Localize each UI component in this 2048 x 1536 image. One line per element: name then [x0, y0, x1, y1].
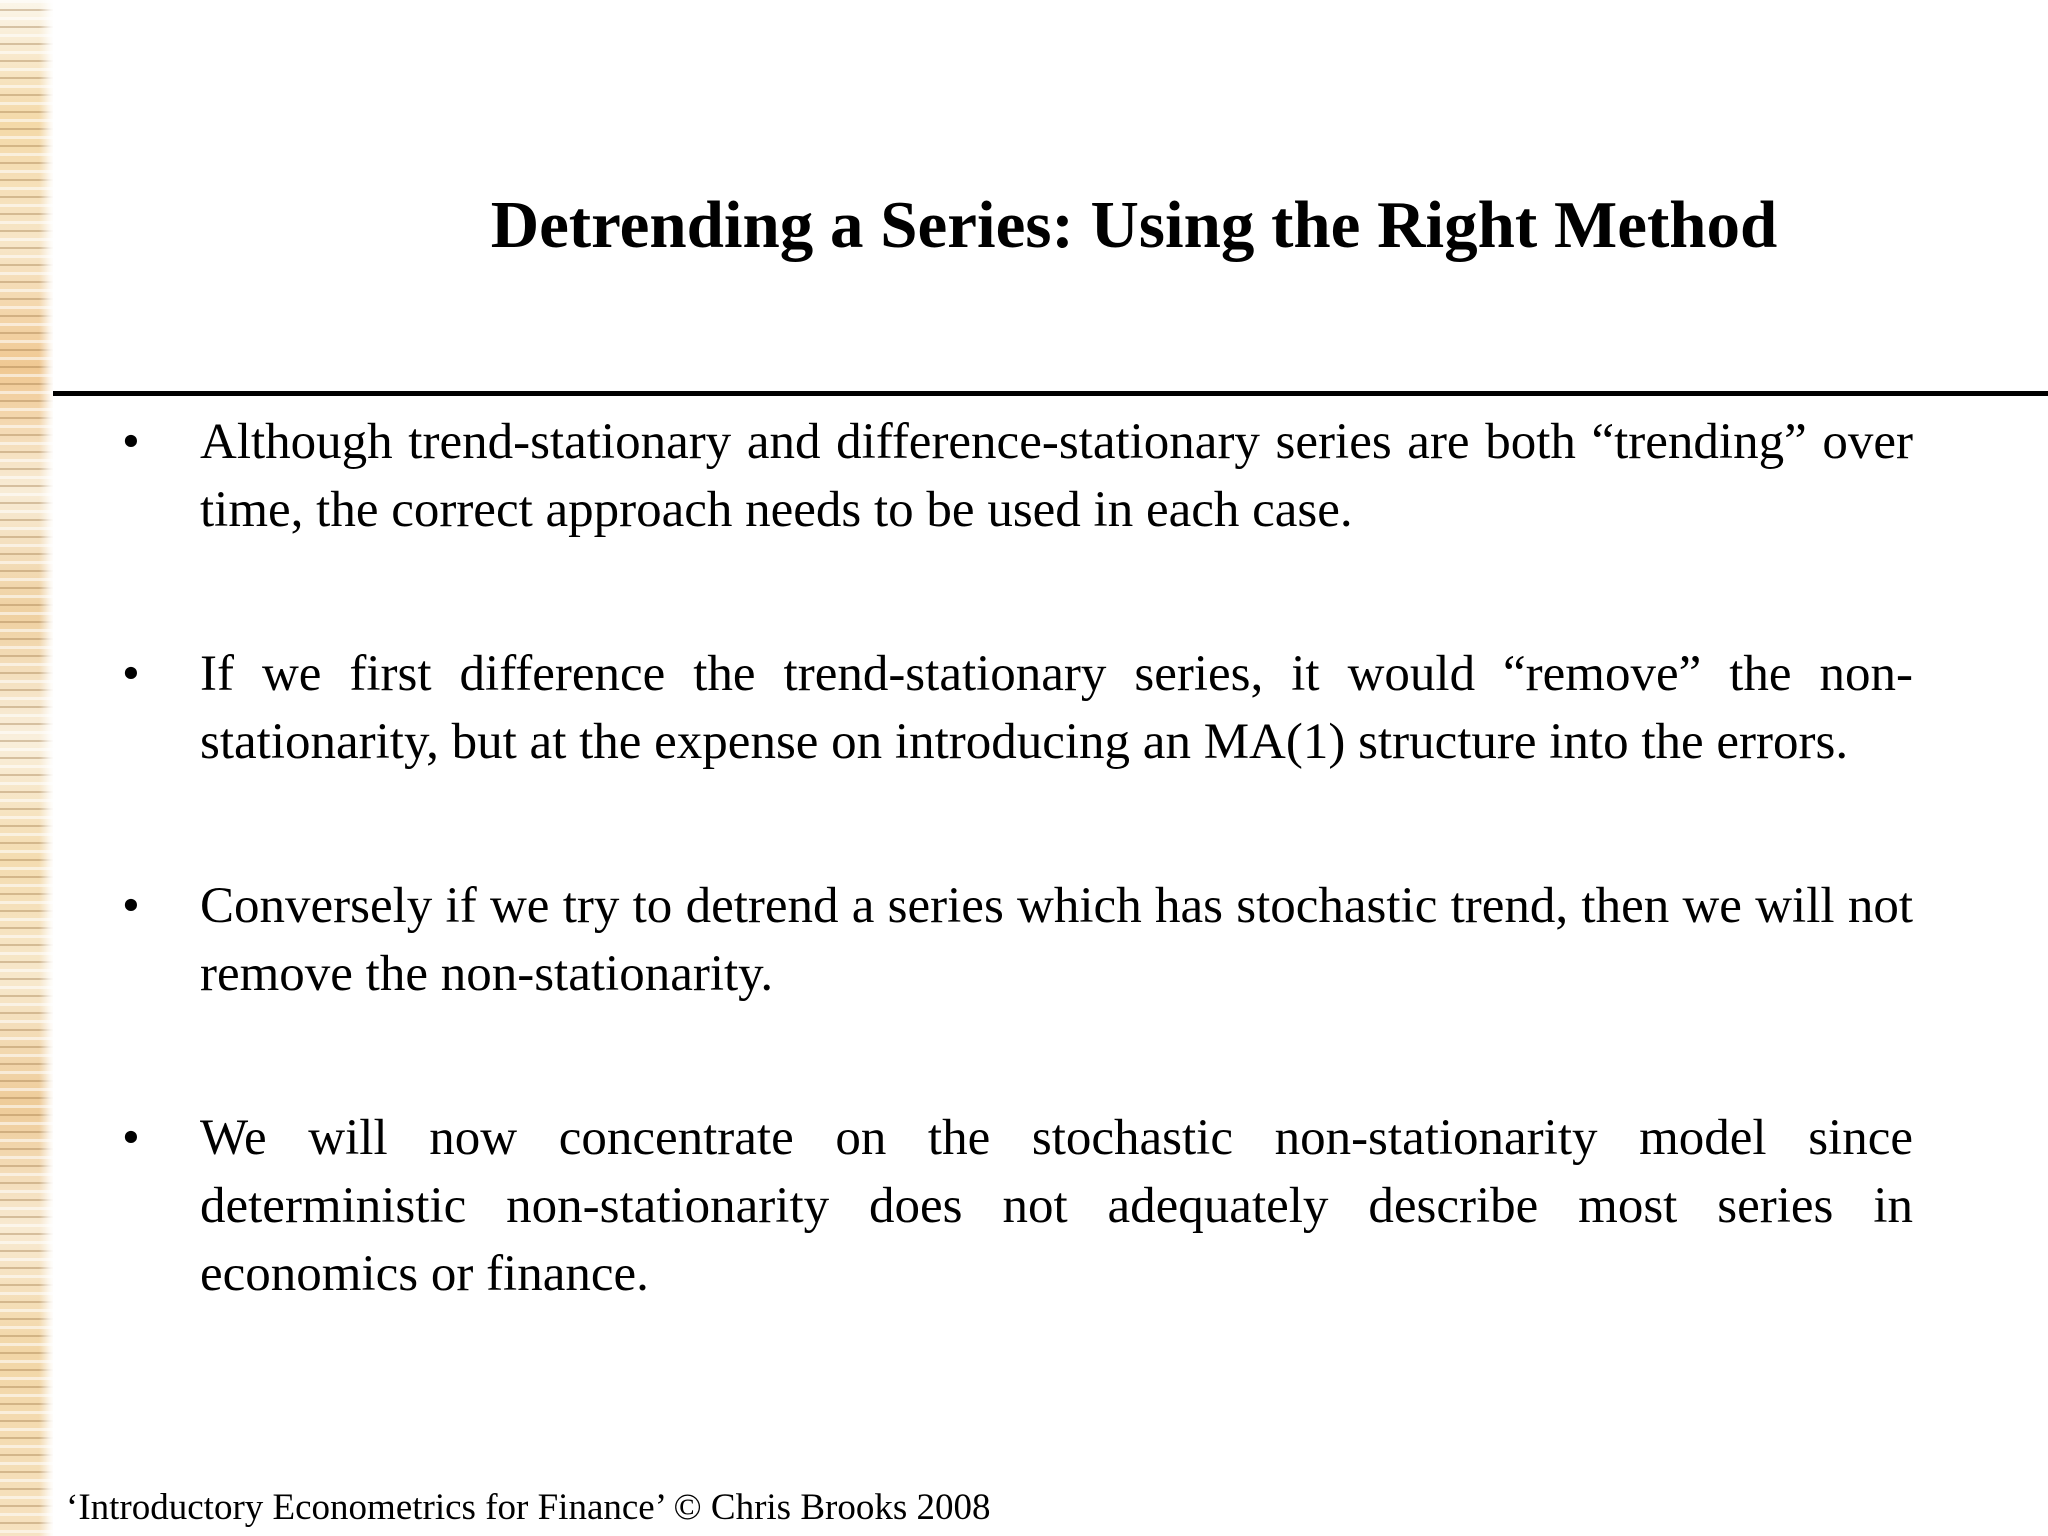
bullet-mark: • [122, 1110, 140, 1166]
bullet-item [118, 872, 1913, 1008]
bullet-mark: • [122, 878, 140, 934]
title-divider [53, 391, 2048, 396]
bullet-item [118, 408, 1913, 544]
bullet-mark: • [122, 646, 140, 702]
bullet-text: If we first difference the trend-stationary series, it would “remove” the non-stationarity, but at the expense on introducing an MA(1) structure into the errors. [200, 646, 1913, 770]
bullet-text: Although trend-stationary and difference-stationary series are both “trending” over time, the correct approach needs to be used in each case. [200, 414, 1913, 538]
slide-title: Detrending a Series: Using the Right Method [490, 188, 1778, 262]
bullet-text: We will now concentrate on the stochastic non-stationarity model since deterministic non-stationarity does not adequately describe most series in economics or finance. [200, 1110, 1913, 1302]
bullet-item [118, 640, 1913, 776]
bullet-list [118, 408, 1913, 1308]
slide-footer: ‘Introductory Econometrics for Finance’ © Chris Brooks 2008 [66, 1487, 991, 1528]
decorative-left-strip [0, 0, 53, 1536]
bullet-mark: • [122, 414, 140, 470]
bullet-text: Conversely if we try to detrend a series which has stochastic trend, then we will not remove the non-stationarity. [200, 878, 1913, 1002]
bullet-item [118, 1104, 1913, 1308]
